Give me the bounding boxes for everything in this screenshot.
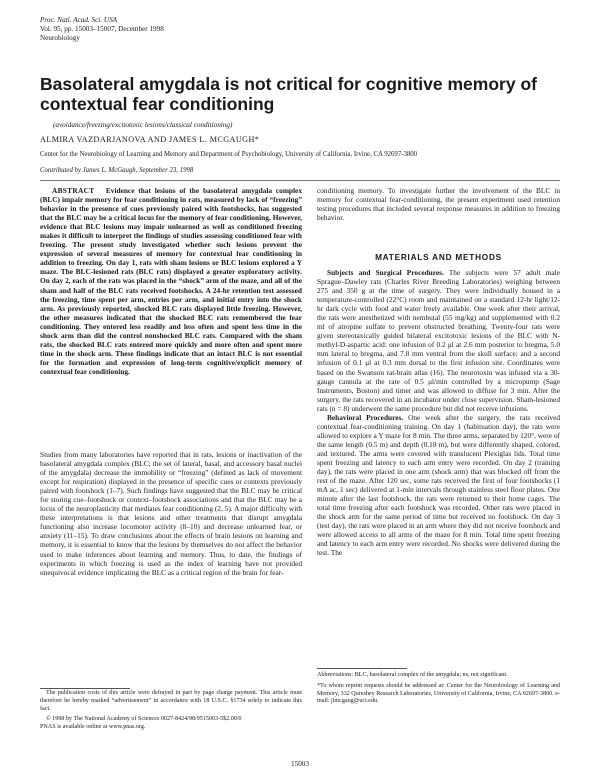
behavioral-text: One week after the surgery, the rats received contextual fear-conditioning training. On day 1 (habituation day), the rats were allowed to explore a Y maze for 8 min. The three arms, separated by 120°, were of the same length (0.5 m) and depth (0.18 m), but were differently shaped, colored, and textured. The arms were covered with translucent Plexiglas lids. Total time spent freezing and latency to each arm entry were recorded. On day 2 (training day), the rats were placed in one arm (shock arm) that was blocked off from the rest of the maze. After 120 sec, some rats received the first of four footshocks (1 mA ac, 1 sec) delivered at 1-min intervals through stainless steel floor plates. One minute after the last footshock, the rats were returned to their home cages. The total time freezing after each footshock was recorded. Other rats were placed in the shock arm for the same period of time but received no footshock. On day 3 (test day), the rats were placed in an arm where they did not receive footshock and were allowed access to all arms of the maze for 8 min. Total time spent freezing and latency to each arm entry were recorded. No shocks were delivered during the test. The <box>317 412 560 558</box>
affiliation: Center for the Neurobiology of Learning and Memory and Department of Psychobiology, University of California, Irvine, CA 92697-3800 <box>40 151 418 158</box>
journal-header <box>40 16 164 43</box>
abstract-text: Evidence that lesions of the basolateral amygdala complex (BLC) impair memory for fear conditioning in rats, measured by lack of “freezing” behavior in the presence of cues previously paired with footshocks, has suggested that the BLC may be a critical locus for the memory of fear conditioning. However, evidence that BLC lesions may impair unlearned as well as conditioned freezing makes it difficult to interpret the findings of studies assessing conditioned fear with freezing. The present study investigated whether such lesions prevent the expression of several measures of memory for contextual fear conditioning in addition to freezing. On day 1, rats with sham lesions or BLC lesions explored a Y maze. The BLC-lesioned rats (BLC rats) displayed a greater exploratory activity. On day 2, each of the rats was placed in the “shock” arm of the maze, and all of the sham and half of the BLC rats received footshocks. A 24-hr retention test assessed the freezing, time spent per arm, entries per arm, and initial entry into the shock arm. As previously reported, shocked BLC rats displayed little freezing. However, the other measures indicated that the shocked BLC rats remembered the fear conditioning. They entered less readily and less often and spent less time in the shock arm than did the control nonshocked BLC rats. Compared with the sham rats, the shocked BLC rats entered more quickly and more often and spent more time in the shock arm. These findings indicate that an intact BLC is not essential for the formation and expression of long-term cognitive/explicit memory of contextual fear conditioning. <box>40 186 302 376</box>
behavioral-paragraph <box>317 413 560 558</box>
page-number: 15003 <box>291 760 309 768</box>
header-rule <box>40 180 560 181</box>
methods-body <box>317 268 560 558</box>
journal-volume: Vol. 95, pp. 15003–15007, December 1998 <box>40 25 164 33</box>
subjects-text: The subjects were 57 adult male Sprague–Dawley rats (Charles River Breeding Laboratories) weighing between 275 and 350 g at the time of surgery. They were individually housed in a temperature-controlled (22°C) room and maintained on a standard 12-hr light/12-hr dark cycle with food and water freely available. One week after their arrival, the rats were anesthetized with nembutal (55 mg/kg) and supplemented with 0.2 ml of atropine sulfate to prevent obstructed breathing. Twenty-four rats were given stereotaxically guided bilateral excitotoxic lesions of the BLC with N-methyl-D-aspartic acid: one infusion of 0.2 μl at 2.6 mm posterior to bregma, 5.0 mm lateral to bregma, and 7.8 mm ventral from the skull surface; and a second infusion of 0.1 μl at 0.3 mm dorsal to the first infusion site. Coordinates were based on the Swanson rat-brain atlas (16). The neurotoxin was infused via a 30-gauge cannula at the rate of 0.5 μl/min controlled by a micropump (Sage Instruments, Boston) and timer and was allowed to diffuse for 3 min. After the surgery, the rats recovered in an incubator under close supervision. Sham-lesioned rats (n = 8) underwent the same procedure but did not receive infusions. <box>317 268 560 413</box>
abbreviations-note: Abbreviations: BLC, basolateral complex of the amygdala; ns, not significant. <box>317 672 508 678</box>
abstract-label: ABSTRACT <box>52 186 95 195</box>
subjects-paragraph <box>317 268 560 413</box>
journal-section: Neurobiology <box>40 34 80 42</box>
reprints-note: *To whom reprint requests should be addressed at: Center for the Neurobiology of Learning and Memory, 332 Qureshey Research Laboratories, University of California, Irvine, CA 92697-3800. e-mail: jlmcgaug@uci.edu. <box>317 682 560 705</box>
journal-name: Proc. Natl. Acad. Sci. USA <box>40 16 118 24</box>
footnotes-left <box>40 690 302 735</box>
publication-costs-note: The publication costs of this article were defrayed in part by page charge payment. This article must therefore be hereby marked “advertisement” in accordance with 18 U.S.C. §1734 solely to indicate this fact. <box>40 690 302 712</box>
article-title: Basolateral amygdala is not critical for cognitive memory of contextual fear conditioning <box>40 74 537 114</box>
footnotes-right <box>317 672 560 709</box>
introduction-left: Studies from many laboratories have reported that in rats, lesions or inactivation of the basolateral amygdala complex (BLC; the set of lateral, basal, and accessory basal nuclei of the amygdala) decrease the immobility or “freezing” (defined as lack of movement except for respiration) displayed in the presence of specific cues or contexts previously paired with footshock (1–7). Such findings have suggested that the BLC may be critical for storing cue–footshock or context–footshock associations and that the BLC may be a locus of the neuroplasticity that mediates fear conditioning (2, 5). A major difficulty with these interpretations is that lesions and other treatments that disrupt amygdala functioning also increase locomotor activity (8–10) and decrease unlearned fear, or anxiety (11–15). To draw conclusions about the effects of brain lesions on learning and memory, it is essential to know that the lesions by themselves do not affect the behavior used to make inferences about learning and memory. Thus, to date, the findings of experiments in which freezing is used as the index of learning have not provided unequivocal evidence implicating the BLC as a critical region of the brain for fear- <box>40 450 302 577</box>
authors: ALMIRA VAZDARJANOVA AND JAMES L. MCGAUGH* <box>40 135 260 144</box>
subjects-label: Subjects and Surgical Procedures. <box>327 268 444 277</box>
online-note: PNAS is available online at www.pnas.org. <box>40 724 146 731</box>
introduction-right: conditioning memory. To investigate further the involvement of the BLC in memory for contextual fear-conditioning, the present experiment used retention testing procedures that included several response measures in addition to freezing behavior. <box>317 186 560 223</box>
footnote-rule-right <box>317 668 407 669</box>
abstract <box>40 186 302 376</box>
keywords: (avoidance/freezing/excitotoxic lesions/classical conditioning) <box>53 121 233 129</box>
behavioral-label: Behavioral Procedures. <box>327 412 404 422</box>
contributed-by: Contributed by James L. McGaugh, September 23, 1998 <box>40 167 194 174</box>
footnote-rule-left <box>40 688 130 689</box>
methods-heading: MATERIALS AND METHODS <box>375 253 502 262</box>
copyright-note: © 1998 by The National Academy of Sciences 0027-8424/98/9515003-5$2.00/0 <box>46 716 242 723</box>
